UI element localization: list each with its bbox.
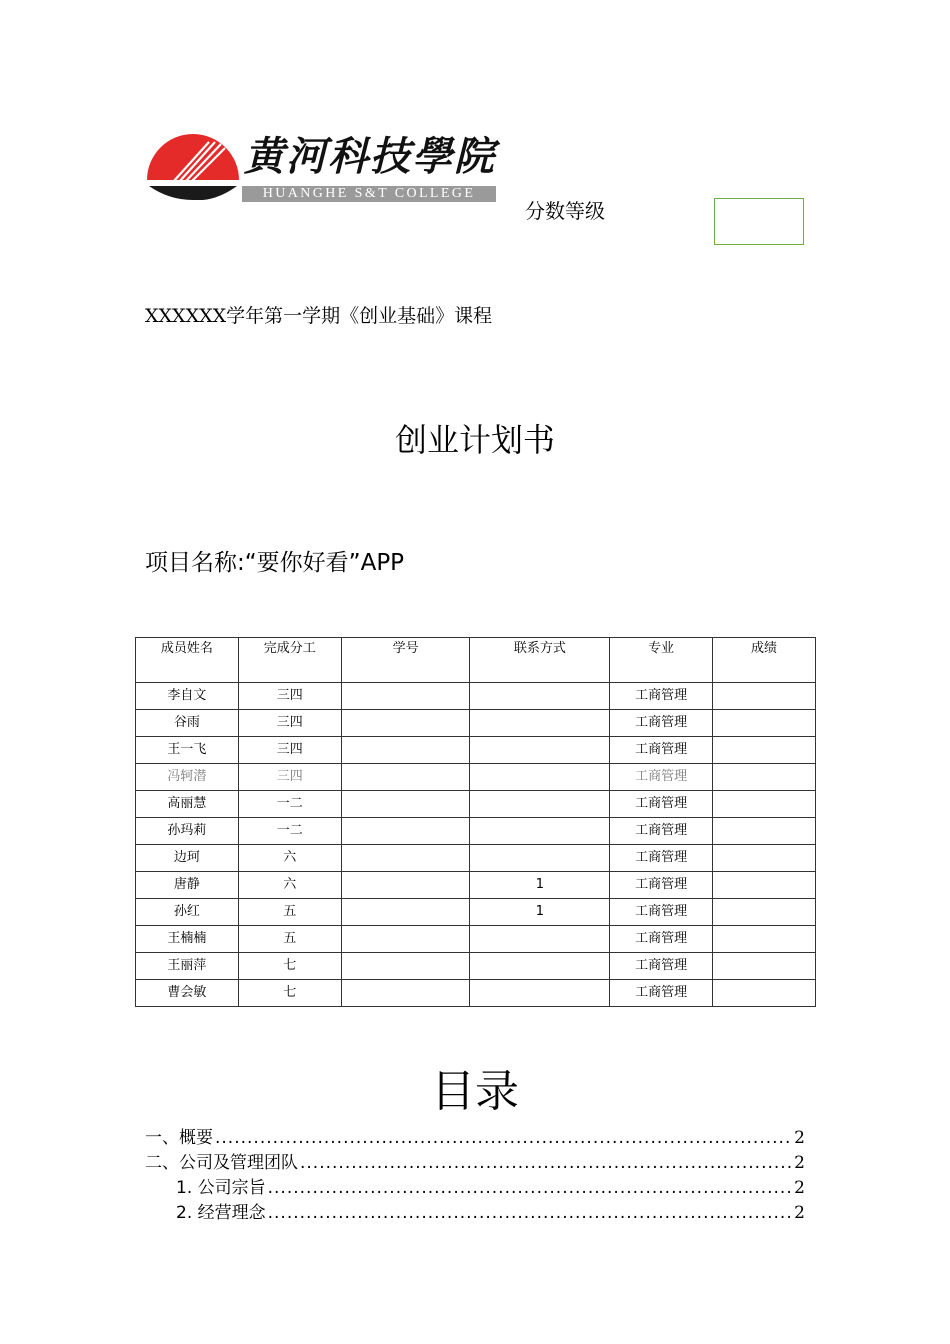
column-header: 成绩 [713,638,816,683]
table-cell: 三四 [238,683,341,710]
table-cell [470,764,610,791]
table-cell: 工商管理 [610,737,713,764]
table-cell [713,926,816,953]
toc-item-label: 1. 公司宗旨 [176,1178,266,1198]
table-row [136,872,816,899]
table-cell [713,791,816,818]
table-cell [470,818,610,845]
table-row [136,818,816,845]
table-cell: 工商管理 [610,845,713,872]
table-cell: 王楠楠 [136,926,239,953]
table-cell: 七 [238,980,341,1007]
toc-leader [215,1126,792,1150]
table-cell: 七 [238,953,341,980]
table-cell [341,872,470,899]
table-cell [341,980,470,1007]
table-row [136,899,816,926]
table-cell: 边珂 [136,845,239,872]
toc-item-label: 二、公司及管理团队 [145,1153,298,1173]
table-cell [713,845,816,872]
table-cell: 五 [238,899,341,926]
table-cell: 李自文 [136,683,239,710]
table-cell [470,953,610,980]
column-header: 成员姓名 [136,638,239,683]
toc-leader [268,1201,793,1225]
table-cell: 六 [238,872,341,899]
table-cell [713,980,816,1007]
table-cell: 六 [238,845,341,872]
table-cell: 工商管理 [610,764,713,791]
toc-item-page: 2 [794,1178,805,1198]
table-cell: 工商管理 [610,872,713,899]
table-cell: 工商管理 [610,899,713,926]
college-logo-emblem [145,128,240,200]
grade-label: 分数等级 [525,199,605,223]
toc-item[interactable] [176,1201,805,1225]
table-cell: 工商管理 [610,953,713,980]
toc-item[interactable] [145,1151,805,1175]
table-cell [713,683,816,710]
table-cell [341,737,470,764]
table-cell [713,737,816,764]
grade-box [714,198,804,245]
toc-item[interactable] [145,1126,805,1150]
table-cell [470,683,610,710]
members-table [135,637,816,1007]
document-title: 创业计划书 [394,421,555,459]
table-cell [470,845,610,872]
table-cell: 孙红 [136,899,239,926]
table-cell [341,926,470,953]
toc-item-label: 一、概要 [145,1128,213,1148]
table-cell [341,710,470,737]
table-cell [470,926,610,953]
table-cell: 谷雨 [136,710,239,737]
toc-title: 目录 [431,1066,519,1117]
table-cell: 工商管理 [610,710,713,737]
table-cell: 工商管理 [610,980,713,1007]
table-cell: 工商管理 [610,818,713,845]
table-cell [341,953,470,980]
toc-leader [300,1151,792,1175]
table-cell [341,764,470,791]
toc-leader [268,1176,793,1200]
table-cell [470,791,610,818]
table-cell [713,953,816,980]
table-cell [341,845,470,872]
table-cell: 三四 [238,764,341,791]
table-cell [713,764,816,791]
table-cell [341,683,470,710]
table-row [136,926,816,953]
table-cell: 唐静 [136,872,239,899]
table-row [136,764,816,791]
toc-item-label: 2. 经营理念 [176,1203,266,1223]
table-cell: 冯轲潜 [136,764,239,791]
table-cell: 孙玛莉 [136,818,239,845]
table-cell: 1 [470,872,610,899]
table-cell: 三四 [238,737,341,764]
table-row [136,737,816,764]
course-line: XXXXXX学年第一学期《创业基础》课程 [145,305,493,327]
table-cell [341,899,470,926]
college-logo-chinese-name: 黄河科技學院 [244,133,496,180]
table-cell: 工商管理 [610,683,713,710]
table-row [136,980,816,1007]
column-header: 学号 [341,638,470,683]
table-cell [713,818,816,845]
project-name: 项目名称:“要你好看”APP [145,550,405,576]
table-cell: 高丽慧 [136,791,239,818]
toc-item[interactable] [176,1176,805,1200]
table-cell [713,872,816,899]
table-cell: 王一飞 [136,737,239,764]
table-cell: 一二 [238,791,341,818]
table-cell: 五 [238,926,341,953]
table-cell: 王丽萍 [136,953,239,980]
table-row [136,791,816,818]
table-cell [713,710,816,737]
table-cell: 曹会敏 [136,980,239,1007]
table-row [136,710,816,737]
table-row [136,683,816,710]
toc-item-page: 2 [794,1153,805,1173]
table-cell: 一二 [238,818,341,845]
table-cell [470,980,610,1007]
column-header: 联系方式 [470,638,610,683]
toc-item-page: 2 [794,1203,805,1223]
table-cell: 工商管理 [610,791,713,818]
column-header: 完成分工 [238,638,341,683]
table-cell [470,737,610,764]
column-header: 专业 [610,638,713,683]
table-cell: 工商管理 [610,926,713,953]
table-cell: 1 [470,899,610,926]
table-cell [713,899,816,926]
table-row [136,845,816,872]
table-cell [470,710,610,737]
toc-item-page: 2 [794,1128,805,1148]
college-logo-english-name: HUANGHE S&T COLLEGE [242,186,496,202]
table-cell [341,791,470,818]
table-row [136,953,816,980]
table-header-row [136,638,816,683]
table-cell [341,818,470,845]
table-cell: 三四 [238,710,341,737]
